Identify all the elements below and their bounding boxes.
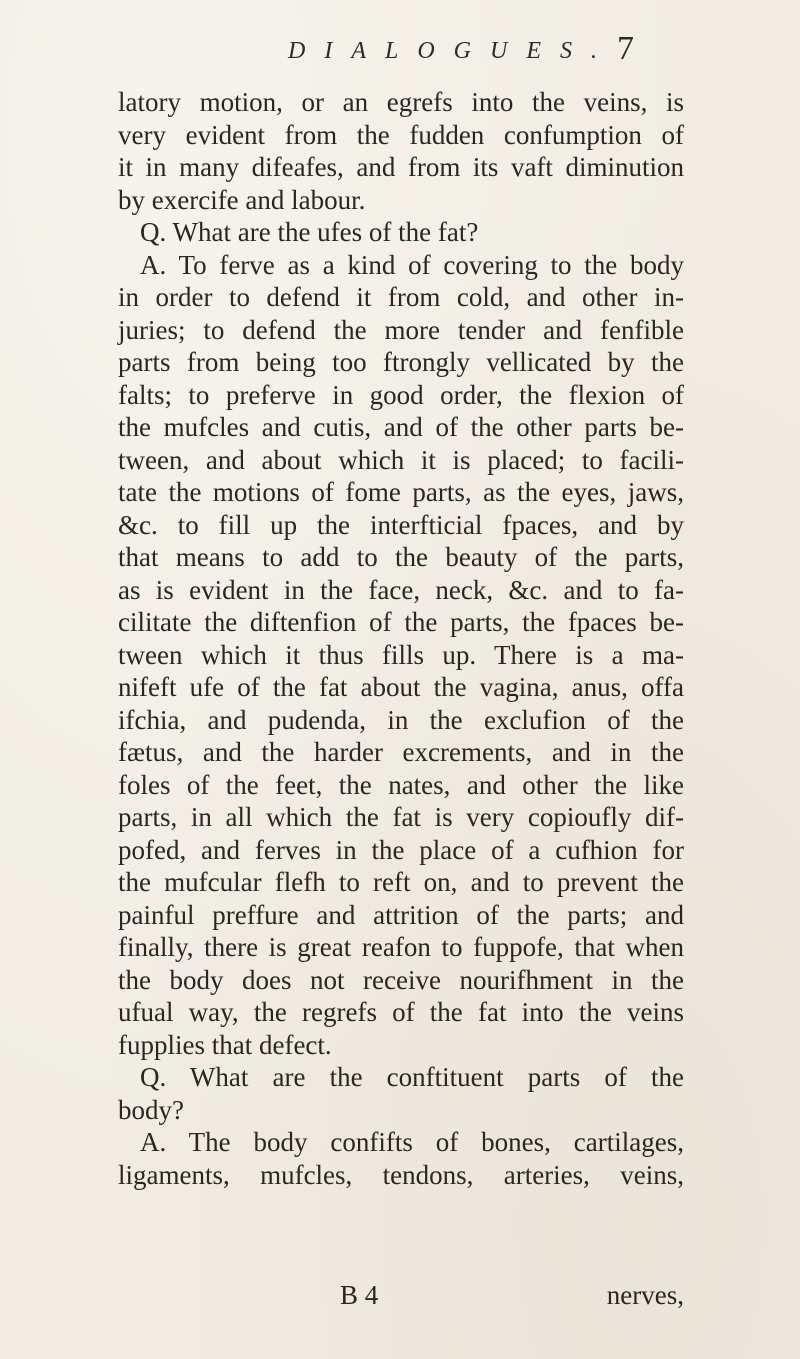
question-line: Q. What are the ufes of the fat?: [140, 217, 479, 247]
text-line: nifeft ufe of the fat about the vagina, anus, offa: [118, 672, 684, 702]
text-line: that means to add to the beauty of the parts,: [118, 542, 684, 572]
running-head: [0, 30, 800, 70]
signature-mark: B 4: [340, 1280, 379, 1310]
text-line: it in many difeafes, and from its vaft diminution: [118, 152, 684, 182]
answer-line: A. To ferve as a kind of covering to the body: [140, 249, 684, 280]
answer-line: A. The body confifts of bones, cartilages,: [140, 1127, 684, 1157]
text-line: tween, and about which it is placed; to facili-: [118, 444, 684, 475]
text-line: by exercife and labour.: [118, 184, 366, 215]
text-line: the mufcular flefh to reft on, and to prevent the: [118, 867, 684, 897]
text-line: juries; to defend the more tender and fenfible: [118, 314, 684, 345]
text-line: parts from being too ftrongly vellicated by the: [118, 347, 684, 377]
text-line: the mufcles and cutis, and of the other parts be-: [118, 412, 684, 442]
text-line: very evident from the fudden confumption of: [118, 119, 684, 150]
text-line: painful preffure and attrition of the parts; and: [118, 899, 684, 930]
text-line: foles of the feet, the nates, and other the like: [118, 769, 684, 800]
text-line: pofed, and ferves in the place of a cufhion for: [118, 834, 684, 865]
catchword: nerves,: [606, 1280, 684, 1310]
running-title: DIALOGUES.: [288, 38, 616, 64]
text-line: fupplies that defect.: [118, 1029, 332, 1060]
text-line: falts; to preferve in good order, the flexion of: [118, 379, 684, 410]
body-text: [118, 86, 684, 1191]
question-line: Q. What are the conftituent parts of the: [140, 1062, 684, 1092]
text-line: tween which it thus fills up. There is a ma-: [118, 639, 684, 670]
text-line: ligaments, mufcles, tendons, arteries, veins,: [118, 1159, 684, 1190]
text-line: cilitate the diftenfion of the parts, the fpaces be-: [118, 607, 684, 637]
text-line: latory motion, or an egrefs into the veins, is: [118, 87, 684, 117]
text-line: &c. to fill up the interfticial fpaces, and by: [118, 509, 684, 540]
text-line: ifchia, and pudenda, in the exclufion of the: [118, 704, 684, 735]
text-line: body?: [118, 1094, 184, 1125]
page-footer: [118, 1280, 684, 1316]
text-line: tate the motions of fome parts, as the eyes, jaws,: [118, 477, 684, 507]
text-line: fætus, and the harder excrements, and in the: [118, 737, 684, 767]
text-line: in order to defend it from cold, and other in-: [118, 282, 684, 312]
text-line: ufual way, the regrefs of the fat into the veins: [118, 997, 684, 1027]
text-line: parts, in all which the fat is very copioufly dif-: [118, 802, 684, 832]
text-line: as is evident in the face, neck, &c. and to fa-: [118, 574, 684, 605]
page-number: 7: [617, 30, 634, 67]
text-line: finally, there is great reafon to fuppofe, that when: [118, 932, 684, 962]
text-line: the body does not receive nourifhment in the: [118, 964, 684, 995]
